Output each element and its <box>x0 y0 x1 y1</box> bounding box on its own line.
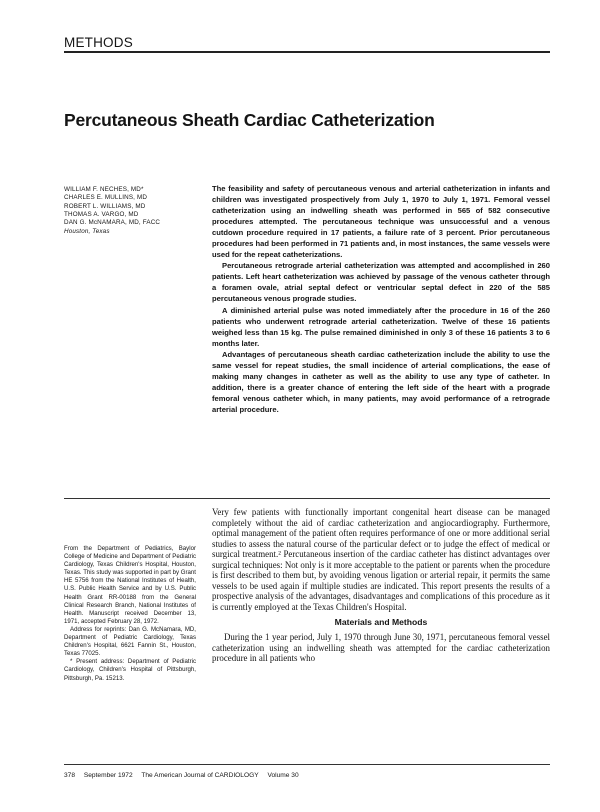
footnote-paragraph: From the Department of Pediatrics, Baylor College of Medicine and Department of Pediatric Cardiology, Texas Children's Hospital, Houston, Texas. This study was supported in part by Grant HE 5756 from the National Institutes of Health, U.S. Public Health Service and by U.S. Public Health Grant RR-00188 from the General Clinical Research Branch, National Institutes of Health. Manuscript received December 13, 1971, accepted February 28, 1972. <box>64 545 196 625</box>
abstract-rule <box>64 498 550 499</box>
issue-date: September 1972 <box>83 772 133 779</box>
methods-paragraph: During the 1 year period, July 1, 1970 through June 30, 1971, percutaneous femoral vessel catheterization using an indwelling sheath was attempted for the cardiac catheterization procedure in all patients who <box>212 632 550 664</box>
section-label: METHODS <box>64 35 133 50</box>
author-name: WILLIAM F. NECHES, MD* <box>64 186 144 193</box>
volume-number: Volume 30 <box>267 772 299 779</box>
page-number: 378 <box>64 772 76 779</box>
intro-paragraph: Very few patients with functionally important congenital heart disease can be managed completely without the aid of cardiac catheterization and angiocardiography. Furthermore, optimal management of the patient often requires performance of one or more additional serial studies to assess the natural course of the particular defect or to judge the effect of medical or surgical treatment.² Percutaneous insertion of the cardiac catheter has distinct advantages over surgical techniques: Not only is it more acceptable to the patient or parents when the procedure is first described to them but, by avoiding venous ligation or arterial repair, it permits the same vessels to be used again if multiple studies are indicated. This report presents the results of a prospective analysis of the advantages, disadvantages and complications of this procedure as it is currently employed at the Texas Children's Hospital. <box>212 507 550 612</box>
header-rule <box>64 51 550 53</box>
author-name: ROBERT L. WILLIAMS, MD <box>64 202 146 210</box>
abstract-paragraph: A diminished arterial pulse was noted immediately after the procedure in 16 of the 260 patients who underwent retrograde arterial catheterization. Twelve of these 16 patients weighed less than 15 kg. The pulse remained diminished in only 3 of these 16 patients 3 to 6 months later. <box>212 305 550 348</box>
abstract-paragraph: Advantages of percutaneous sheath cardiac catheterization include the ability to use the same vessel for repeat studies, the small incidence of arterial complications, the ease of making many changes in catheter as well as the ability to use any type of catheter. In addition, there is a greater chance of entering the left side of the heart with a prograde femoral venous catheter which, in many patients, may avoid performance of a retrograde arterial procedure. <box>212 349 550 414</box>
footnote-paragraph: Address for reprints: Dan G. McNamara, MD, Department of Pediatric Cardiology, Texas Children's Hospital, 6621 Fannin St., Houston, Texas 77025. <box>64 625 196 658</box>
article-title: Percutaneous Sheath Cardiac Catheterization <box>64 110 435 130</box>
journal-name: The American Journal of CARDIOLOGY <box>141 772 259 779</box>
page-footer <box>64 772 306 779</box>
footnote-paragraph: * Present address: Department of Pediatric Cardiology, Children's Hospital of Pittsburgh, Pittsburgh, Pa. 15213. <box>64 658 196 682</box>
methods-heading: Materials and Methods <box>334 617 428 628</box>
author-name: CHARLES E. MULLINS, MD <box>64 194 148 202</box>
author-name: DAN G. McNAMARA, MD, FACC <box>64 219 161 227</box>
abstract <box>212 183 550 415</box>
author-name: THOMAS A. VARGO, MD <box>64 210 139 218</box>
footnote <box>64 545 196 683</box>
footer-rule <box>64 764 550 765</box>
author-location: Houston, Texas <box>64 228 110 236</box>
body-text <box>212 507 550 664</box>
abstract-paragraph: Percutaneous retrograde arterial catheterization was attempted and accomplished in 260 patients. Left heart catheterization was achieved by passage of the venous catheter through a foramen ovale, atrial septal defect or ventricular septal defect in 220 of the 585 percutaneous venous prograde studies. <box>212 261 550 304</box>
abstract-paragraph: The feasibility and safety of percutaneous venous and arterial catheterization in infants and children was investigated prospectively from July 1, 1970 to July 1, 1971. Femoral vessel catheterization using an indwelling sheath was performed in 565 of 582 consecutive procedures attempted. The percutaneous technique was unsuccessful and a venous cutdown procedure required in 17 patients, a failure rate of 3 percent. Prior percutaneous procedures had been performed in 71 patients and, in most instances, the same vessels were used for the repeat catheterizations. <box>212 184 550 260</box>
author-block <box>64 186 194 237</box>
